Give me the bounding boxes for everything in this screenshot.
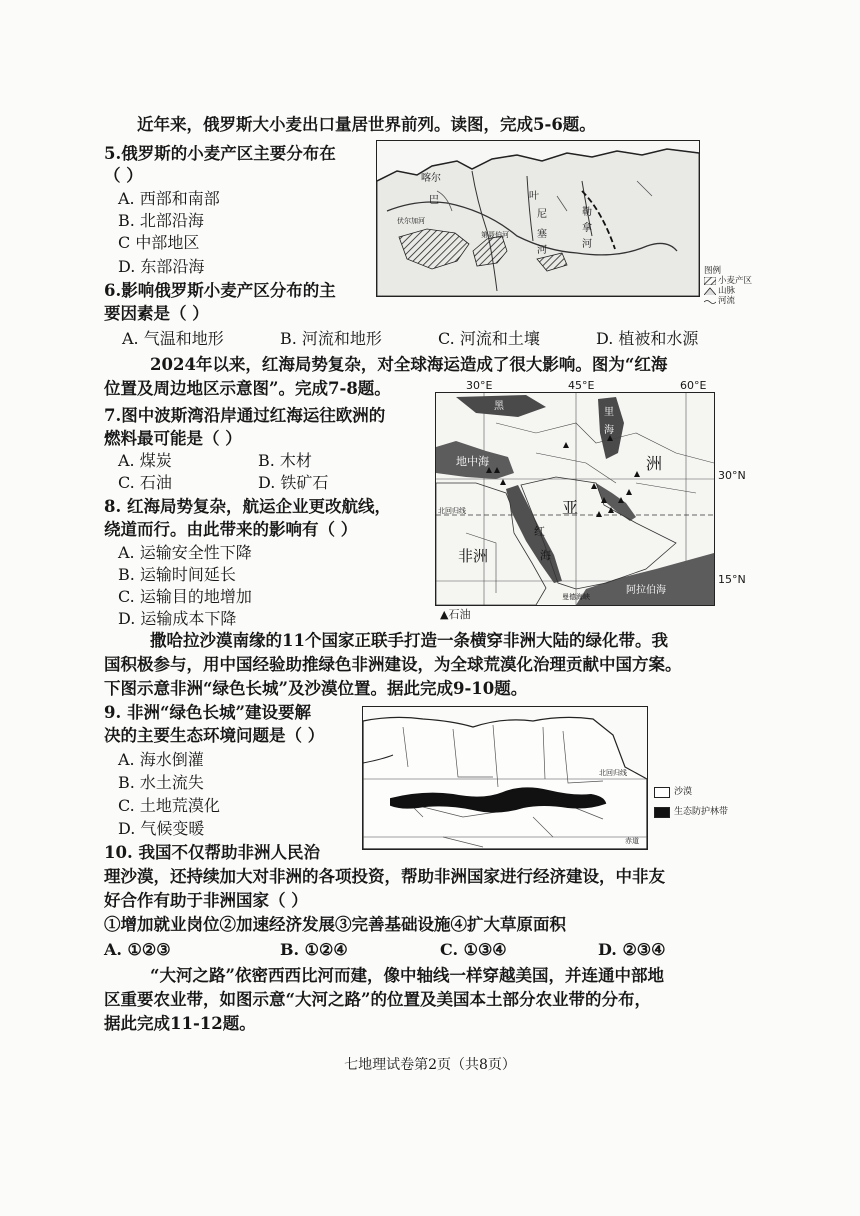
q9-stem-line1: 9. 非洲“绿色长城”建设要解 <box>104 703 311 722</box>
map2-label-tropic: 北回归线 <box>438 507 466 515</box>
q10-option-d[interactable]: D. ②③④ <box>598 940 666 959</box>
q8-option-b[interactable]: B. 运输时间延长 <box>118 565 236 584</box>
q10-option-a[interactable]: A. ①②③ <box>104 940 171 959</box>
q6-option-a[interactable]: A. 气温和地形 <box>122 329 224 348</box>
map1-label-ba: 巴 <box>429 195 439 206</box>
q8-option-c[interactable]: C. 运输目的地增加 <box>118 587 252 606</box>
map1-label-ni: 尼 <box>537 209 547 220</box>
map1-label-dnieper: 第聂伯河 <box>481 231 509 239</box>
map2-legend-oil: ▲石油 <box>440 608 471 621</box>
map1-label-na: 拿 <box>582 223 592 234</box>
map2-label-africa: 非洲 <box>458 547 489 565</box>
q7-stem-line1: 7.图中波斯湾沿岸通过红海运往欧洲的 <box>104 406 386 425</box>
map1-legend-mountain: 山脉 <box>718 286 736 296</box>
q5-option-a[interactable]: A. 西部和南部 <box>118 189 220 208</box>
q10-option-c[interactable]: C. ①③④ <box>440 940 507 959</box>
map1-label-sai: 塞 <box>537 229 547 240</box>
intro-9-10-line2: 国积极参与，用中国经验助推绿色非洲建设，为全球荒漠化治理贡献中国方案。 <box>104 655 682 674</box>
map3-legend <box>654 782 764 822</box>
q8-stem-line2: 绕道而行。由此带来的影响有（ ） <box>104 520 358 539</box>
map2-label-hong: 红 <box>534 525 545 538</box>
q9-option-c[interactable]: C. 土地荒漠化 <box>118 796 220 815</box>
q6-stem-line1: 6.影响俄罗斯小麦产区分布的主 <box>104 281 336 300</box>
map1-label-le: 勒 <box>582 207 592 218</box>
q10-option-b[interactable]: B. ①②④ <box>280 940 348 959</box>
q5-option-b[interactable]: B. 北部沿海 <box>118 211 204 230</box>
intro-9-10-line1: 撒哈拉沙漠南缘的11个国家正联手打造一条横穿非洲大陆的绿化带。我 <box>150 631 668 650</box>
intro-11-12-line1: “大河之路”依密西西比河而建，像中轴线一样穿越美国，并连通中部地 <box>150 966 664 985</box>
q6-option-b[interactable]: B. 河流和地形 <box>280 329 382 348</box>
map2-label-ya: 亚 <box>562 498 579 517</box>
page-footer: 七地理试卷第2页（共8页） <box>344 1057 516 1073</box>
mountain-icon <box>704 287 716 295</box>
intro-7-8-line1: 2024年以来，红海局势复杂，对全球海运造成了很大影响。图为“红海 <box>150 355 668 374</box>
map3-legend-forest: 生态防护林带 <box>674 807 729 817</box>
map2-lat-15: 15°N <box>718 573 746 586</box>
red-sea-map <box>435 392 715 606</box>
q8-option-a[interactable]: A. 运输安全性下降 <box>118 543 252 562</box>
q10-stem-line1: 10. 我国不仅帮助非洲人民治 <box>104 843 320 862</box>
map1-label-kaer: 喀尔 <box>421 173 441 184</box>
map2-lon-30: 30°E <box>466 379 493 392</box>
map1-label-ye: 叶 <box>529 191 539 202</box>
map2-lat-30: 30°N <box>718 469 746 482</box>
q7-option-c[interactable]: C. 石油 <box>118 473 172 492</box>
map1-label-volga: 伏尔加河 <box>397 217 425 225</box>
map1-label-he1: 河 <box>537 245 547 256</box>
africa-green-wall-map <box>362 706 648 850</box>
q7-stem-line2: 燃料最可能是（ ） <box>104 429 242 448</box>
q7-option-a[interactable]: A. 煤炭 <box>118 451 172 470</box>
intro-5-6: 近年来，俄罗斯大小麦出口量居世界前列。读图，完成5-6题。 <box>137 115 596 134</box>
q5-option-d[interactable]: D. 东部沿海 <box>118 257 205 276</box>
q9-stem-line2: 决的主要生态环境问题是（ ） <box>104 726 325 745</box>
forest-belt-swatch-icon <box>654 807 670 818</box>
map2-label-arabian-sea: 阿拉伯海 <box>626 585 666 596</box>
map1-legend-river: 河流 <box>718 296 736 306</box>
map1-legend-wheat: 小麦产区 <box>718 276 753 286</box>
map2-label-mandeb: 曼德海峡 <box>562 593 590 601</box>
map3-label-equator: 赤道 <box>625 837 639 845</box>
map2-lon-60: 60°E <box>680 379 707 392</box>
intro-7-8-line2: 位置及周边地区示意图”。完成7-8题。 <box>104 379 391 398</box>
q10-statements: ①增加就业岗位②加速经济发展③完善基础设施④扩大草原面积 <box>104 915 566 934</box>
map1-label-he2: 河 <box>582 239 592 250</box>
intro-11-12-line3: 据此完成11-12题。 <box>104 1014 256 1033</box>
q6-option-c[interactable]: C. 河流和土壤 <box>438 329 540 348</box>
q10-stem-line3: 好合作有助于非洲国家（ ） <box>104 891 308 910</box>
russia-wheat-map <box>376 140 700 297</box>
map1-legend <box>704 266 768 306</box>
desert-swatch-icon <box>654 787 670 798</box>
map2-label-hai2: 海 <box>540 549 551 562</box>
river-icon <box>704 297 716 305</box>
map2-lon-45: 45°E <box>568 379 595 392</box>
map1-legend-title: 图例 <box>704 266 722 276</box>
q5-stem-line2: （ ） <box>104 166 143 185</box>
q7-option-d[interactable]: D. 铁矿石 <box>258 473 329 492</box>
wheat-hatch-icon <box>704 277 716 285</box>
q9-option-d[interactable]: D. 气候变暖 <box>118 819 205 838</box>
q5-option-c[interactable]: C 中部地区 <box>118 233 200 252</box>
q8-stem-line1: 8. 红海局势复杂，航运企业更改航线， <box>104 497 391 516</box>
map2-label-li: 里 <box>604 407 614 418</box>
q5-stem-line1: 5.俄罗斯的小麦产区主要分布在 <box>104 144 336 163</box>
map2-label-mediterranean: 地中海 <box>456 455 489 468</box>
intro-9-10-line3: 下图示意非洲“绿色长城”及沙漠位置。据此完成9-10题。 <box>104 679 528 698</box>
map2-label-hai1: 海 <box>604 425 614 436</box>
q7-option-b[interactable]: B. 木材 <box>258 451 312 470</box>
map3-label-tropic: 北回归线 <box>599 769 627 777</box>
q9-option-b[interactable]: B. 水土流失 <box>118 773 204 792</box>
map2-label-hei: 黑 <box>494 401 504 412</box>
map2-label-zhou: 洲 <box>646 454 663 473</box>
q9-option-a[interactable]: A. 海水倒灌 <box>118 750 204 769</box>
q10-stem-line2: 理沙漠，还持续加大对非洲的各项投资，帮助非洲国家进行经济建设，中非友 <box>104 867 665 886</box>
map3-legend-desert: 沙漠 <box>674 787 693 797</box>
q6-stem-line2: 要因素是（ ） <box>104 304 209 323</box>
intro-11-12-line2: 区重要农业带，如图示意“大河之路”的位置及美国本土部分农业带的分布， <box>104 990 651 1009</box>
q8-option-d[interactable]: D. 运输成本下降 <box>118 609 237 628</box>
q6-option-d[interactable]: D. 植被和水源 <box>596 329 699 348</box>
